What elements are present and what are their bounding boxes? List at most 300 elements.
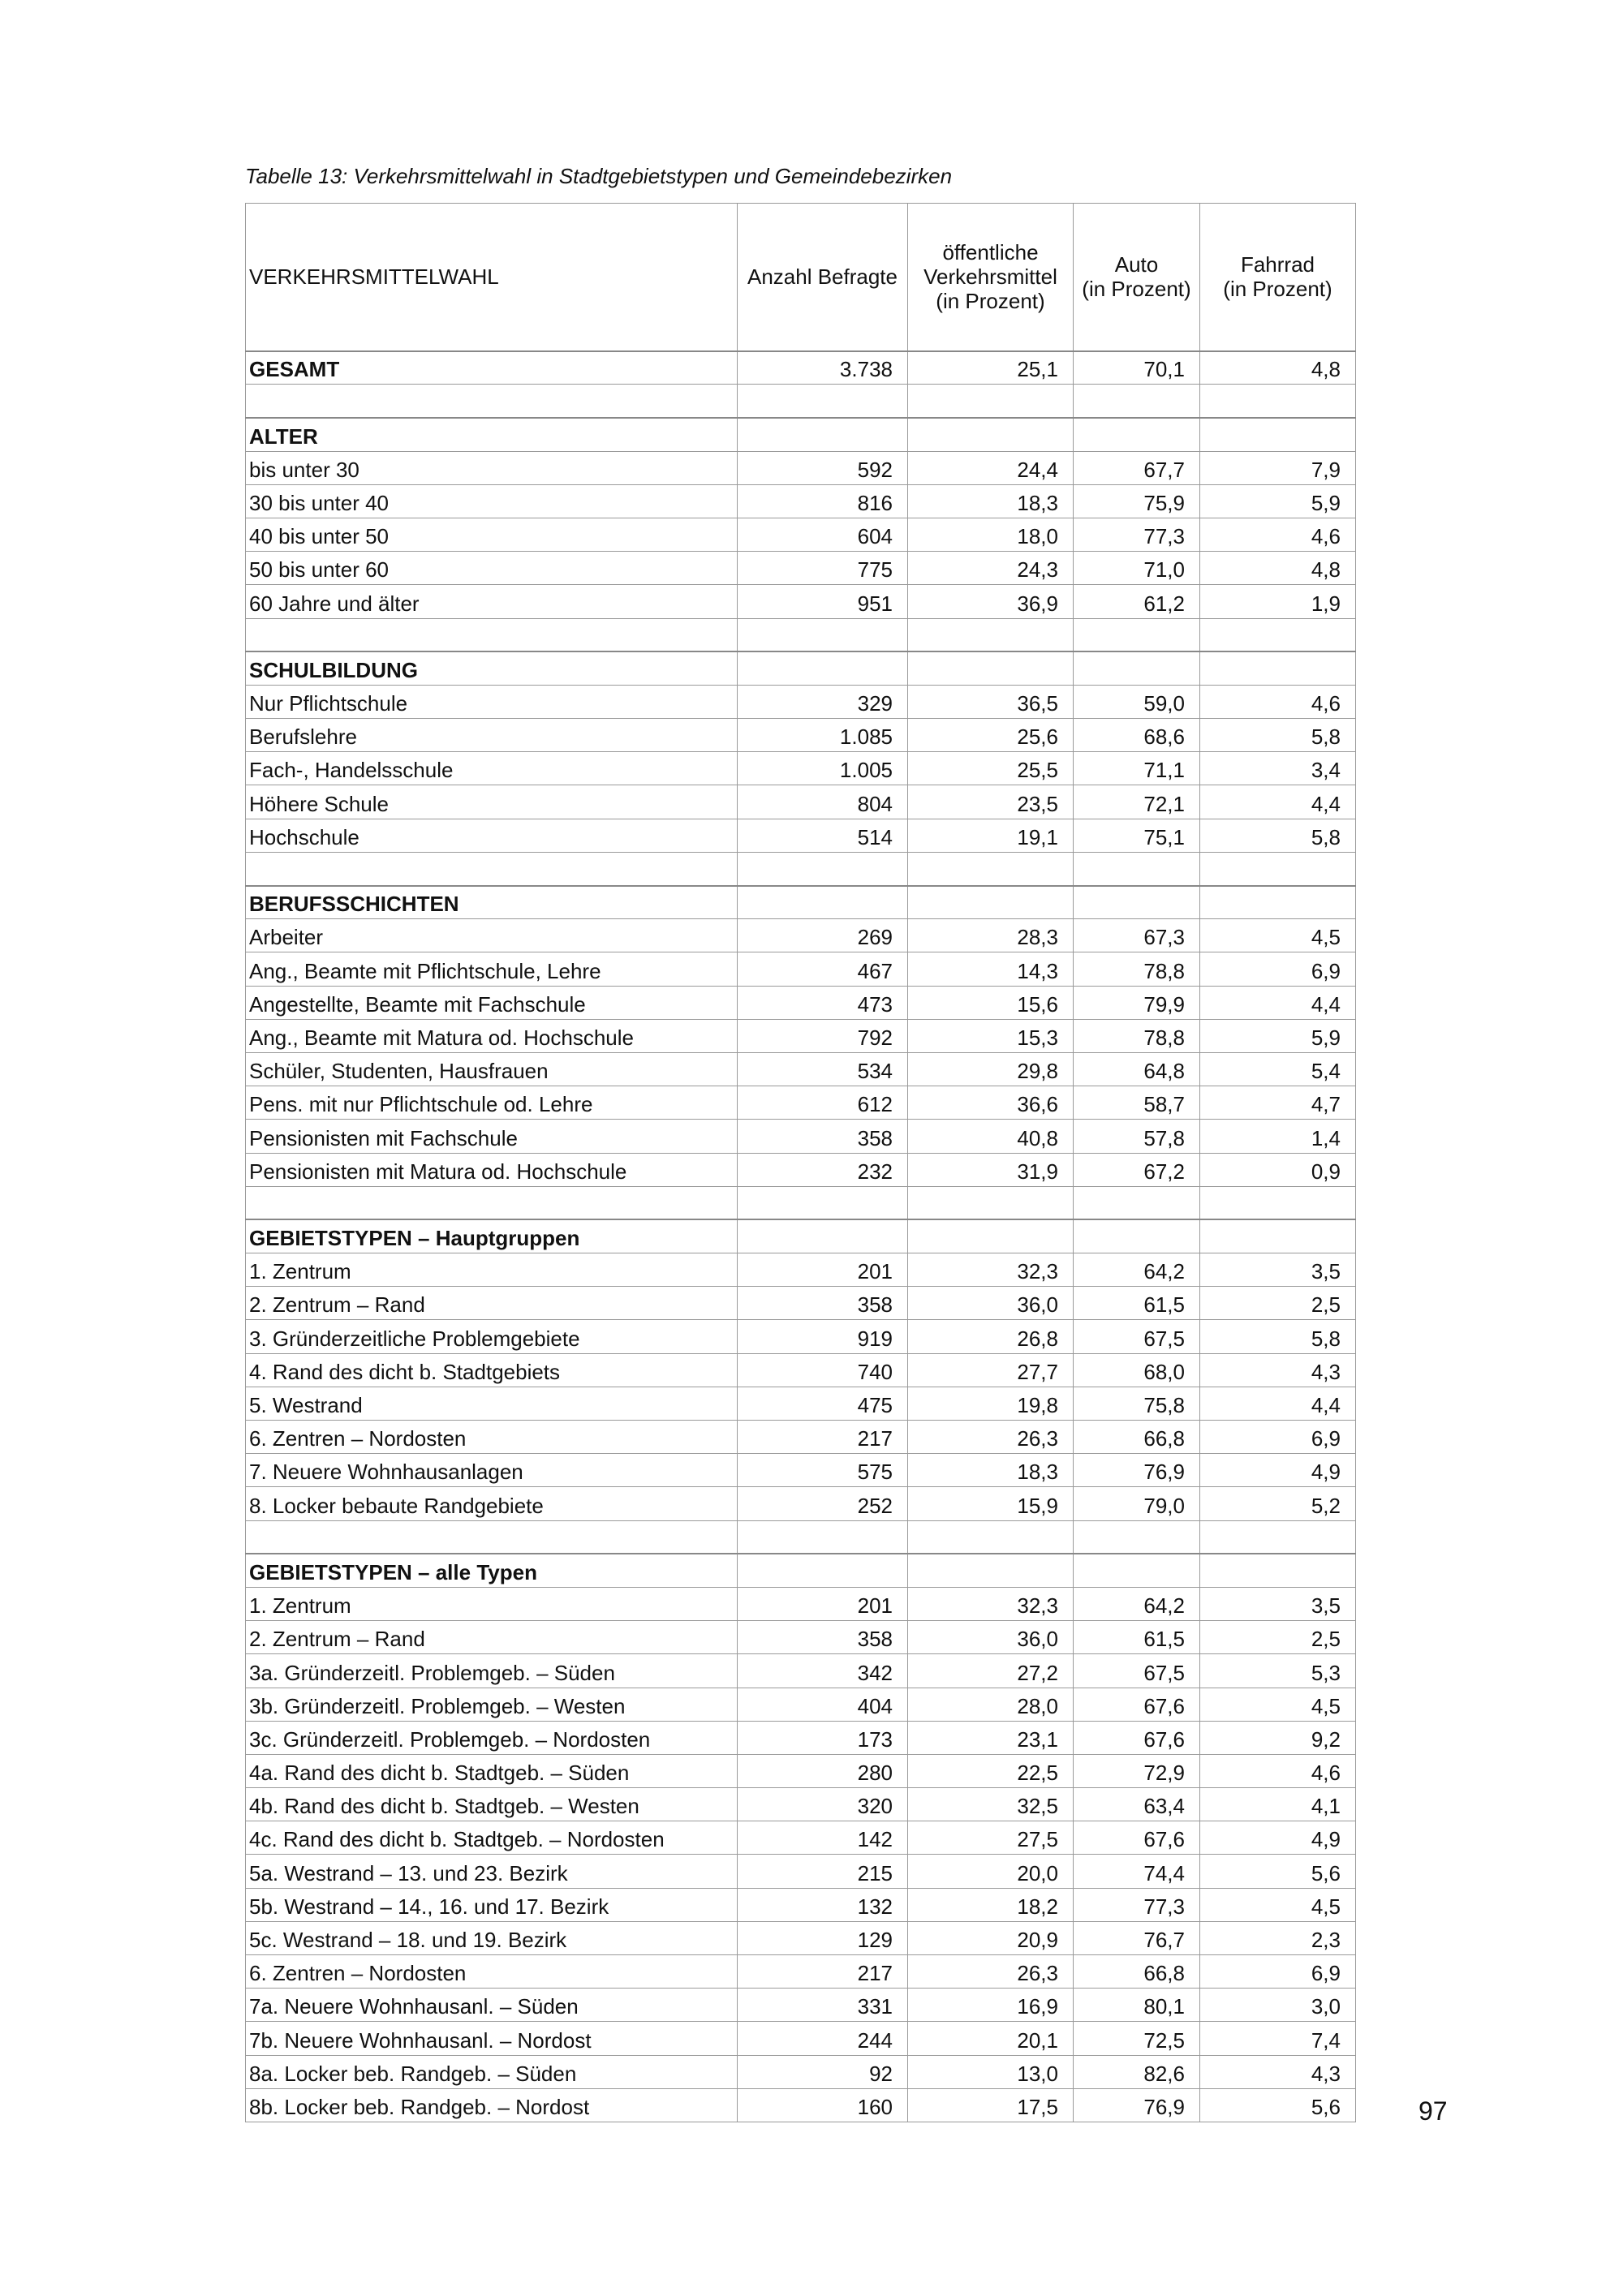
cell-oeffentlich: 15,9: [908, 1487, 1074, 1520]
cell-oeffentlich: 20,0: [908, 1855, 1074, 1888]
row-label: Schüler, Studenten, Hausfrauen: [246, 1052, 738, 1086]
section-row: [246, 1554, 1356, 1587]
cell-anzahl: 232: [738, 1153, 908, 1186]
cell-auto: 68,6: [1074, 719, 1200, 752]
cell-anzahl: 92: [738, 2055, 908, 2088]
row-label: 4a. Rand des dicht b. Stadtgeb. – Süden: [246, 1754, 738, 1787]
cell-fahrrad: 5,6: [1200, 2088, 1356, 2122]
table-row: [246, 819, 1356, 852]
cell-anzahl: 280: [738, 1754, 908, 1787]
cell-auto: 67,5: [1074, 1654, 1200, 1688]
row-label: 5. Westrand: [246, 1387, 738, 1420]
spacer-row: [246, 1520, 1356, 1554]
cell-fahrrad: 3,5: [1200, 1253, 1356, 1287]
table-row: [246, 1654, 1356, 1688]
cell-fahrrad: 4,6: [1200, 518, 1356, 551]
cell-fahrrad: 5,6: [1200, 1855, 1356, 1888]
row-label: 8b. Locker beb. Randgeb. – Nordost: [246, 2088, 738, 2122]
row-label: 6. Zentren – Nordosten: [246, 1421, 738, 1454]
table-row: [246, 1855, 1356, 1888]
row-label: Ang., Beamte mit Pflichtschule, Lehre: [246, 952, 738, 986]
cell-auto: [1074, 1219, 1200, 1253]
cell-fahrrad: 2,5: [1200, 1287, 1356, 1320]
cell-oeffentlich: 17,5: [908, 2088, 1074, 2122]
cell-auto: 61,2: [1074, 585, 1200, 618]
cell-auto: 67,3: [1074, 919, 1200, 952]
cell-fahrrad: 5,9: [1200, 484, 1356, 518]
cell-auto: 72,5: [1074, 2022, 1200, 2055]
row-label: 30 bis unter 40: [246, 484, 738, 518]
cell-anzahl: [738, 618, 908, 651]
header-oeffentlich: [908, 204, 1074, 351]
row-label: Pens. mit nur Pflichtschule od. Lehre: [246, 1086, 738, 1120]
section-row: [246, 418, 1356, 451]
table-row: [246, 2055, 1356, 2088]
table-row: [246, 1153, 1356, 1186]
cell-anzahl: 534: [738, 1052, 908, 1086]
mode-choice-table: [245, 203, 1356, 2122]
cell-fahrrad: 4,3: [1200, 1353, 1356, 1387]
cell-fahrrad: 4,6: [1200, 1754, 1356, 1787]
cell-oeffentlich: 24,3: [908, 552, 1074, 585]
cell-fahrrad: 6,9: [1200, 1955, 1356, 1989]
row-label: GEBIETSTYPEN – alle Typen: [246, 1554, 738, 1587]
cell-anzahl: 604: [738, 518, 908, 551]
row-label: 4c. Rand des dicht b. Stadtgeb. – Nordosten: [246, 1821, 738, 1855]
cell-anzahl: 592: [738, 451, 908, 484]
cell-oeffentlich: 25,1: [908, 351, 1074, 385]
cell-anzahl: 1.085: [738, 719, 908, 752]
cell-oeffentlich: 40,8: [908, 1120, 1074, 1153]
cell-oeffentlich: 24,4: [908, 451, 1074, 484]
cell-auto: [1074, 852, 1200, 885]
header-auto-line: Auto: [1114, 252, 1159, 277]
cell-oeffentlich: 32,5: [908, 1788, 1074, 1821]
header-fahrrad-line: Fahrrad: [1240, 252, 1315, 277]
row-label: 5b. Westrand – 14., 16. und 17. Bezirk: [246, 1888, 738, 1921]
table-row: [246, 1387, 1356, 1420]
cell-anzahl: 329: [738, 685, 908, 718]
cell-oeffentlich: 31,9: [908, 1153, 1074, 1186]
cell-fahrrad: 4,7: [1200, 1086, 1356, 1120]
cell-oeffentlich: 22,5: [908, 1754, 1074, 1787]
cell-auto: 58,7: [1074, 1086, 1200, 1120]
cell-oeffentlich: 36,5: [908, 685, 1074, 718]
row-label: 1. Zentrum: [246, 1587, 738, 1620]
table-row: [246, 1120, 1356, 1153]
cell-auto: 67,2: [1074, 1153, 1200, 1186]
table-row: [246, 1454, 1356, 1487]
table-row: [246, 1621, 1356, 1654]
cell-auto: 61,5: [1074, 1621, 1200, 1654]
cell-anzahl: [738, 385, 908, 418]
cell-oeffentlich: 29,8: [908, 1052, 1074, 1086]
cell-oeffentlich: 19,1: [908, 819, 1074, 852]
cell-fahrrad: [1200, 1554, 1356, 1587]
spacer-row: [246, 852, 1356, 885]
section-row: [246, 886, 1356, 919]
cell-auto: 78,8: [1074, 1019, 1200, 1052]
table-row: [246, 752, 1356, 785]
cell-auto: 64,2: [1074, 1253, 1200, 1287]
cell-auto: 66,8: [1074, 1955, 1200, 1989]
cell-anzahl: 358: [738, 1120, 908, 1153]
cell-oeffentlich: 26,3: [908, 1421, 1074, 1454]
cell-oeffentlich: [908, 1219, 1074, 1253]
cell-auto: 72,9: [1074, 1754, 1200, 1787]
cell-oeffentlich: 18,0: [908, 518, 1074, 551]
cell-auto: [1074, 385, 1200, 418]
header-auto-line: (in Prozent): [1082, 277, 1191, 302]
cell-oeffentlich: 13,0: [908, 2055, 1074, 2088]
cell-fahrrad: [1200, 886, 1356, 919]
cell-oeffentlich: 18,3: [908, 484, 1074, 518]
header-oeffentlich-line: (in Prozent): [936, 289, 1045, 314]
cell-fahrrad: [1200, 1520, 1356, 1554]
cell-anzahl: 3.738: [738, 351, 908, 385]
header-oeffentlich-line: öffentliche: [942, 240, 1039, 265]
table-row: [246, 484, 1356, 518]
cell-anzahl: 217: [738, 1421, 908, 1454]
cell-fahrrad: [1200, 651, 1356, 685]
cell-oeffentlich: 27,5: [908, 1821, 1074, 1855]
row-label: Berufslehre: [246, 719, 738, 752]
cell-oeffentlich: [908, 1554, 1074, 1587]
cell-auto: 78,8: [1074, 952, 1200, 986]
table-body: [246, 351, 1356, 2122]
cell-auto: [1074, 651, 1200, 685]
row-label: bis unter 30: [246, 451, 738, 484]
cell-auto: [1074, 418, 1200, 451]
table-row: [246, 451, 1356, 484]
cell-oeffentlich: 23,5: [908, 785, 1074, 819]
cell-anzahl: [738, 852, 908, 885]
cell-oeffentlich: 36,9: [908, 585, 1074, 618]
cell-oeffentlich: 28,0: [908, 1688, 1074, 1721]
cell-auto: [1074, 1554, 1200, 1587]
cell-fahrrad: 1,4: [1200, 1120, 1356, 1153]
row-label: 7b. Neuere Wohnhausanl. – Nordost: [246, 2022, 738, 2055]
cell-fahrrad: [1200, 852, 1356, 885]
cell-fahrrad: 5,9: [1200, 1019, 1356, 1052]
row-label: GEBIETSTYPEN – Hauptgruppen: [246, 1219, 738, 1253]
cell-fahrrad: 0,9: [1200, 1153, 1356, 1186]
cell-auto: 67,5: [1074, 1320, 1200, 1353]
table-row: [246, 785, 1356, 819]
row-label: [246, 385, 738, 418]
cell-anzahl: 173: [738, 1721, 908, 1754]
cell-anzahl: 467: [738, 952, 908, 986]
cell-fahrrad: 4,9: [1200, 1454, 1356, 1487]
cell-fahrrad: 5,8: [1200, 1320, 1356, 1353]
table-row: [246, 1421, 1356, 1454]
cell-anzahl: 201: [738, 1587, 908, 1620]
cell-auto: [1074, 1186, 1200, 1219]
cell-anzahl: 269: [738, 919, 908, 952]
row-label: Nur Pflichtschule: [246, 685, 738, 718]
cell-fahrrad: 5,8: [1200, 719, 1356, 752]
cell-oeffentlich: 18,3: [908, 1454, 1074, 1487]
cell-anzahl: 160: [738, 2088, 908, 2122]
cell-anzahl: 358: [738, 1621, 908, 1654]
table-row: [246, 1955, 1356, 1989]
cell-auto: 57,8: [1074, 1120, 1200, 1153]
row-label: Höhere Schule: [246, 785, 738, 819]
cell-anzahl: 951: [738, 585, 908, 618]
cell-auto: 64,8: [1074, 1052, 1200, 1086]
cell-oeffentlich: 36,6: [908, 1086, 1074, 1120]
cell-oeffentlich: 18,2: [908, 1888, 1074, 1921]
cell-oeffentlich: 32,3: [908, 1253, 1074, 1287]
cell-anzahl: 1.005: [738, 752, 908, 785]
cell-anzahl: 129: [738, 1921, 908, 1954]
cell-anzahl: 217: [738, 1955, 908, 1989]
cell-fahrrad: 4,4: [1200, 986, 1356, 1019]
row-label: 1. Zentrum: [246, 1253, 738, 1287]
header-oeffentlich-line: Verkehrsmittel: [923, 264, 1057, 290]
cell-fahrrad: 5,8: [1200, 819, 1356, 852]
header-fahrrad-line: (in Prozent): [1223, 277, 1332, 302]
table-row: [246, 1487, 1356, 1520]
cell-oeffentlich: [908, 385, 1074, 418]
row-label: [246, 618, 738, 651]
cell-fahrrad: 5,2: [1200, 1487, 1356, 1520]
cell-fahrrad: [1200, 385, 1356, 418]
cell-fahrrad: 3,0: [1200, 1989, 1356, 2022]
cell-oeffentlich: 26,3: [908, 1955, 1074, 1989]
cell-fahrrad: 4,4: [1200, 785, 1356, 819]
cell-oeffentlich: [908, 1520, 1074, 1554]
table-row: [246, 719, 1356, 752]
cell-oeffentlich: 20,1: [908, 2022, 1074, 2055]
cell-auto: 82,6: [1074, 2055, 1200, 2088]
row-label: 6. Zentren – Nordosten: [246, 1955, 738, 1989]
row-label: 2. Zentrum – Rand: [246, 1621, 738, 1654]
row-label: Ang., Beamte mit Matura od. Hochschule: [246, 1019, 738, 1052]
row-label: [246, 1520, 738, 1554]
cell-auto: 64,2: [1074, 1587, 1200, 1620]
cell-fahrrad: 6,9: [1200, 952, 1356, 986]
table-row: [246, 1754, 1356, 1787]
cell-auto: 63,4: [1074, 1788, 1200, 1821]
cell-anzahl: 919: [738, 1320, 908, 1353]
row-label: [246, 852, 738, 885]
cell-anzahl: 804: [738, 785, 908, 819]
cell-fahrrad: 5,4: [1200, 1052, 1356, 1086]
row-label: Fach-, Handelsschule: [246, 752, 738, 785]
cell-fahrrad: 7,9: [1200, 451, 1356, 484]
table-row: [246, 1989, 1356, 2022]
table-row: [246, 518, 1356, 551]
cell-anzahl: 342: [738, 1654, 908, 1688]
cell-oeffentlich: 32,3: [908, 1587, 1074, 1620]
cell-fahrrad: 4,5: [1200, 919, 1356, 952]
cell-fahrrad: 2,3: [1200, 1921, 1356, 1954]
cell-oeffentlich: 16,9: [908, 1989, 1074, 2022]
cell-oeffentlich: 36,0: [908, 1287, 1074, 1320]
cell-fahrrad: 5,3: [1200, 1654, 1356, 1688]
cell-auto: [1074, 886, 1200, 919]
cell-auto: 75,8: [1074, 1387, 1200, 1420]
table-row: [246, 1287, 1356, 1320]
row-label: 8a. Locker beb. Randgeb. – Süden: [246, 2055, 738, 2088]
cell-anzahl: 575: [738, 1454, 908, 1487]
spacer-row: [246, 385, 1356, 418]
cell-auto: 67,6: [1074, 1821, 1200, 1855]
cell-oeffentlich: 25,6: [908, 719, 1074, 752]
cell-oeffentlich: 36,0: [908, 1621, 1074, 1654]
cell-anzahl: 252: [738, 1487, 908, 1520]
cell-oeffentlich: 26,8: [908, 1320, 1074, 1353]
section-row: [246, 1219, 1356, 1253]
table-row: [246, 1353, 1356, 1387]
table-row: [246, 2088, 1356, 2122]
cell-fahrrad: 4,4: [1200, 1387, 1356, 1420]
cell-anzahl: 473: [738, 986, 908, 1019]
row-label: 2. Zentrum – Rand: [246, 1287, 738, 1320]
cell-auto: 77,3: [1074, 518, 1200, 551]
row-label: GESAMT: [246, 351, 738, 385]
cell-oeffentlich: 25,5: [908, 752, 1074, 785]
cell-auto: 68,0: [1074, 1353, 1200, 1387]
row-label: 7. Neuere Wohnhausanlagen: [246, 1454, 738, 1487]
cell-fahrrad: 3,5: [1200, 1587, 1356, 1620]
cell-auto: 75,9: [1074, 484, 1200, 518]
cell-oeffentlich: [908, 886, 1074, 919]
cell-fahrrad: 7,4: [1200, 2022, 1356, 2055]
cell-oeffentlich: 15,3: [908, 1019, 1074, 1052]
row-label: 50 bis unter 60: [246, 552, 738, 585]
table-row: [246, 1253, 1356, 1287]
cell-oeffentlich: 28,3: [908, 919, 1074, 952]
table-row: [246, 952, 1356, 986]
cell-oeffentlich: [908, 618, 1074, 651]
table-row: [246, 1019, 1356, 1052]
cell-anzahl: 201: [738, 1253, 908, 1287]
total-row: [246, 351, 1356, 385]
row-label: 3a. Gründerzeitl. Problemgeb. – Süden: [246, 1654, 738, 1688]
row-label: SCHULBILDUNG: [246, 651, 738, 685]
cell-fahrrad: 4,8: [1200, 552, 1356, 585]
cell-auto: 67,6: [1074, 1688, 1200, 1721]
row-label: 3c. Gründerzeitl. Problemgeb. – Nordosten: [246, 1721, 738, 1754]
cell-auto: 76,7: [1074, 1921, 1200, 1954]
row-label: 7a. Neuere Wohnhausanl. – Süden: [246, 1989, 738, 2022]
cell-auto: 76,9: [1074, 1454, 1200, 1487]
table-row: [246, 986, 1356, 1019]
cell-auto: 59,0: [1074, 685, 1200, 718]
table-row: [246, 1821, 1356, 1855]
cell-auto: 77,3: [1074, 1888, 1200, 1921]
row-label: Arbeiter: [246, 919, 738, 952]
cell-fahrrad: 4,9: [1200, 1821, 1356, 1855]
cell-anzahl: [738, 651, 908, 685]
cell-oeffentlich: [908, 418, 1074, 451]
cell-oeffentlich: 19,8: [908, 1387, 1074, 1420]
cell-auto: [1074, 1520, 1200, 1554]
cell-anzahl: [738, 886, 908, 919]
cell-auto: 71,1: [1074, 752, 1200, 785]
row-label: BERUFSSCHICHTEN: [246, 886, 738, 919]
cell-fahrrad: 6,9: [1200, 1421, 1356, 1454]
row-label: 40 bis unter 50: [246, 518, 738, 551]
cell-anzahl: 132: [738, 1888, 908, 1921]
cell-oeffentlich: 23,1: [908, 1721, 1074, 1754]
cell-anzahl: 244: [738, 2022, 908, 2055]
cell-fahrrad: 3,4: [1200, 752, 1356, 785]
cell-anzahl: [738, 1219, 908, 1253]
table-row: [246, 1788, 1356, 1821]
table-row: [246, 1320, 1356, 1353]
row-label: 8. Locker bebaute Randgebiete: [246, 1487, 738, 1520]
cell-anzahl: 331: [738, 1989, 908, 2022]
table-row: [246, 1688, 1356, 1721]
cell-auto: 80,1: [1074, 1989, 1200, 2022]
table-row: [246, 1921, 1356, 1954]
row-label: 60 Jahre und älter: [246, 585, 738, 618]
cell-auto: 71,0: [1074, 552, 1200, 585]
cell-oeffentlich: 27,7: [908, 1353, 1074, 1387]
row-label: [246, 1186, 738, 1219]
cell-fahrrad: 4,5: [1200, 1688, 1356, 1721]
header-fahrrad: [1200, 204, 1356, 351]
cell-auto: 74,4: [1074, 1855, 1200, 1888]
cell-auto: 67,6: [1074, 1721, 1200, 1754]
cell-anzahl: 320: [738, 1788, 908, 1821]
header-auto: [1074, 204, 1200, 351]
cell-oeffentlich: 27,2: [908, 1654, 1074, 1688]
row-label: 5a. Westrand – 13. und 23. Bezirk: [246, 1855, 738, 1888]
cell-auto: 75,1: [1074, 819, 1200, 852]
cell-auto: 67,7: [1074, 451, 1200, 484]
cell-fahrrad: 4,1: [1200, 1788, 1356, 1821]
table-row: [246, 1086, 1356, 1120]
cell-fahrrad: 4,3: [1200, 2055, 1356, 2088]
page-number: 97: [1419, 2096, 1448, 2126]
table-row: [246, 2022, 1356, 2055]
cell-oeffentlich: [908, 1186, 1074, 1219]
cell-anzahl: [738, 1554, 908, 1587]
cell-fahrrad: 4,6: [1200, 685, 1356, 718]
cell-auto: 70,1: [1074, 351, 1200, 385]
table-row: [246, 552, 1356, 585]
row-label: 5c. Westrand – 18. und 19. Bezirk: [246, 1921, 738, 1954]
section-row: [246, 651, 1356, 685]
cell-anzahl: 740: [738, 1353, 908, 1387]
header-row: [246, 204, 1356, 351]
cell-fahrrad: 1,9: [1200, 585, 1356, 618]
table-row: [246, 1052, 1356, 1086]
cell-fahrrad: 9,2: [1200, 1721, 1356, 1754]
table-row: [246, 1587, 1356, 1620]
cell-anzahl: 816: [738, 484, 908, 518]
cell-auto: 72,1: [1074, 785, 1200, 819]
cell-oeffentlich: [908, 651, 1074, 685]
cell-oeffentlich: 14,3: [908, 952, 1074, 986]
cell-fahrrad: [1200, 1186, 1356, 1219]
cell-anzahl: 612: [738, 1086, 908, 1120]
spacer-row: [246, 618, 1356, 651]
cell-anzahl: 142: [738, 1821, 908, 1855]
row-label: 3b. Gründerzeitl. Problemgeb. – Westen: [246, 1688, 738, 1721]
cell-fahrrad: [1200, 418, 1356, 451]
row-label: Pensionisten mit Fachschule: [246, 1120, 738, 1153]
cell-oeffentlich: [908, 852, 1074, 885]
cell-anzahl: [738, 1520, 908, 1554]
cell-fahrrad: [1200, 1219, 1356, 1253]
row-label: 3. Gründerzeitliche Problemgebiete: [246, 1320, 738, 1353]
table-caption: Tabelle 13: Verkehrsmittelwahl in Stadtgebietstypen und Gemeindebezirken: [245, 164, 953, 188]
